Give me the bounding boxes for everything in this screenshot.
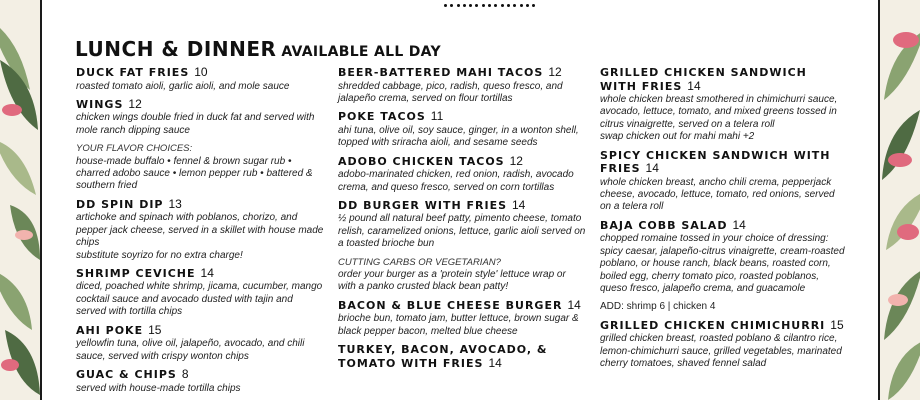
tropical-flower-pattern-icon: [880, 0, 920, 400]
item-name: DD BURGER WITH FRIES: [338, 198, 507, 212]
menu-item: [76, 267, 324, 319]
item-description: brioche bun, tomato jam, butter lettuce, brown sugar & black pepper bacon, melted blue cheese: [338, 313, 579, 337]
item-price: 11: [430, 109, 444, 124]
menu-item: [338, 199, 586, 294]
item-name: ADOBO CHICKEN TACOS: [338, 154, 505, 168]
item-price: 12: [509, 153, 523, 168]
item-price: 12: [548, 65, 562, 79]
item-description: served with house-made tortilla chips: [76, 382, 241, 394]
menu-item: [600, 66, 848, 144]
item-name: BACON & BLUE CHEESE BURGER: [338, 298, 563, 312]
item-price: 12: [128, 96, 142, 111]
item-description: roasted tomato aioli, garlic aioli, and mole sauce: [76, 80, 290, 92]
item-name: GUAC & CHIPS: [76, 368, 177, 381]
item-description: grilled chicken breast, roasted poblano & cilantro rice, lemon-chimichurri sauce, grilled vegetables, marinated cherry tomatoes, shaved fennel salad: [600, 333, 842, 370]
item-price: 10: [194, 65, 208, 79]
item-description: chopped romaine tossed in your choice of dressing: spicy caesar, jalapeño-citrus vinaigrette, cream-roasted poblano, or house ranch, black beans, roasted corn, boiled egg, cherry tomato pico, roasted poblanos, queso fresco, jalapeño crema, and guacamole: [600, 233, 845, 294]
item-description: whole chicken breast smothered in chimichurri sauce, avocado, lettuce, tomato, and mixed greens tossed in citrus vinaigrette, served on a telera roll: [600, 94, 838, 130]
flavor-choices: house-made buffalo • fennel & brown sugar rub • charred adobo sauce • lemon pepper rub • battered & southern fried: [76, 155, 313, 192]
item-description: ½ pound all natural beef patty, pimento cheese, tomato relish, caramelized onions, lettuce, garlic aioli served on a toasted brioche bun: [338, 213, 586, 250]
item-description: shredded cabbage, pico, radish, queso fresco, and jalapeño crema, served on flour tortillas: [338, 80, 563, 104]
item-price: 14: [687, 78, 701, 93]
menu-column-2: [338, 66, 586, 371]
item-note: substitute soyrizo for no extra charge!: [76, 249, 243, 261]
menu-item: [600, 219, 848, 314]
menu-item: [76, 98, 324, 193]
decorative-dot-divider: [444, 4, 535, 7]
item-price: 14: [200, 265, 214, 280]
section-title: LUNCH & DINNER: [75, 37, 277, 61]
item-name: GRILLED CHICKEN CHIMICHURRI: [600, 318, 826, 332]
item-price: 14: [645, 161, 659, 176]
item-name: TURKEY, BACON, AVOCADO, & TOMATO WITH FRIES: [338, 343, 548, 370]
menu-item: [76, 324, 324, 363]
item-price: 14: [488, 355, 502, 370]
menu-item: [600, 319, 848, 371]
menu-item: [338, 66, 586, 105]
flavor-choices-caption: YOUR FLAVOR CHOICES:: [76, 143, 193, 155]
menu-item: [338, 155, 586, 194]
item-description: ahi tuna, olive oil, soy sauce, ginger, in a wonton shell, topped with sriracha aioli, and sesame seeds: [338, 124, 579, 149]
item-name: SHRIMP CEVICHE: [76, 266, 196, 280]
item-price: 15: [148, 322, 162, 337]
item-name: SPICY CHICKEN SANDWICH WITH FRIES: [600, 148, 831, 176]
item-description: yellowfin tuna, olive oil, jalapeño, avocado, and chili sauce, served with crispy wonton chips: [76, 338, 305, 362]
item-note: swap chicken out for mahi mahi +2: [600, 131, 755, 143]
item-description: diced, poached white shrimp, jicama, cucumber, mango cocktail sauce and avocado dusted with tajin and served with tortilla chips: [76, 281, 323, 318]
item-description: whole chicken breast, ancho chili crema, pepperjack cheese, avocado, lettuce, tomato, red onions, served on a telera roll: [600, 176, 835, 213]
menu-column-3: [600, 66, 848, 371]
item-addons: ADD: shrimp 6 | chicken 4: [600, 301, 716, 313]
menu-item: [600, 149, 848, 214]
item-description: adobo-marinated chicken, red onion, radish, avocado crema, and queso fresco, served on corn tortillas: [338, 169, 574, 193]
item-description: chicken wings double fried in duck fat and served with mole ranch dipping sauce: [76, 112, 315, 136]
item-price: 14: [567, 297, 581, 312]
floral-border-right: [880, 0, 920, 400]
item-name: GRILLED CHICKEN SANDWICH WITH FRIES: [600, 66, 807, 93]
menu-item: [338, 299, 586, 338]
menu-item: [338, 343, 586, 370]
menu-page: [40, 0, 880, 400]
menu-item: [76, 368, 324, 395]
item-name: DD SPIN DIP: [76, 197, 164, 211]
menu-column-1: [76, 66, 324, 395]
item-price: 13: [168, 196, 182, 211]
menu-item: [76, 66, 324, 93]
substitution-caption: CUTTING CARBS OR VEGETARIAN?: [338, 256, 501, 268]
section-subtitle: AVAILABLE ALL DAY: [281, 44, 441, 60]
item-name: POKE TACOS: [338, 110, 426, 124]
item-description: artichoke and spinach with poblanos, chorizo, and pepper jack cheese, served in a skillet with house made chips: [76, 212, 324, 249]
floral-border-left: [0, 0, 40, 400]
substitution-note: order your burger as a 'protein style' lettuce wrap or with a panko crusted black bean patty!: [338, 269, 566, 293]
menu-item: [76, 198, 324, 262]
item-name: BEER-BATTERED MAHI TACOS: [338, 66, 544, 79]
menu-item: [338, 110, 586, 149]
item-price: 15: [830, 317, 844, 332]
item-name: AHI POKE: [76, 323, 144, 337]
tropical-leaf-pattern-icon: [0, 0, 40, 400]
item-price: 14: [512, 197, 526, 212]
item-price: 8: [181, 367, 189, 381]
item-name: DUCK FAT FRIES: [76, 66, 190, 79]
section-heading: [75, 37, 441, 61]
item-price: 14: [732, 217, 746, 232]
item-name: WINGS: [76, 97, 124, 111]
item-name: BAJA COBB SALAD: [600, 218, 728, 232]
